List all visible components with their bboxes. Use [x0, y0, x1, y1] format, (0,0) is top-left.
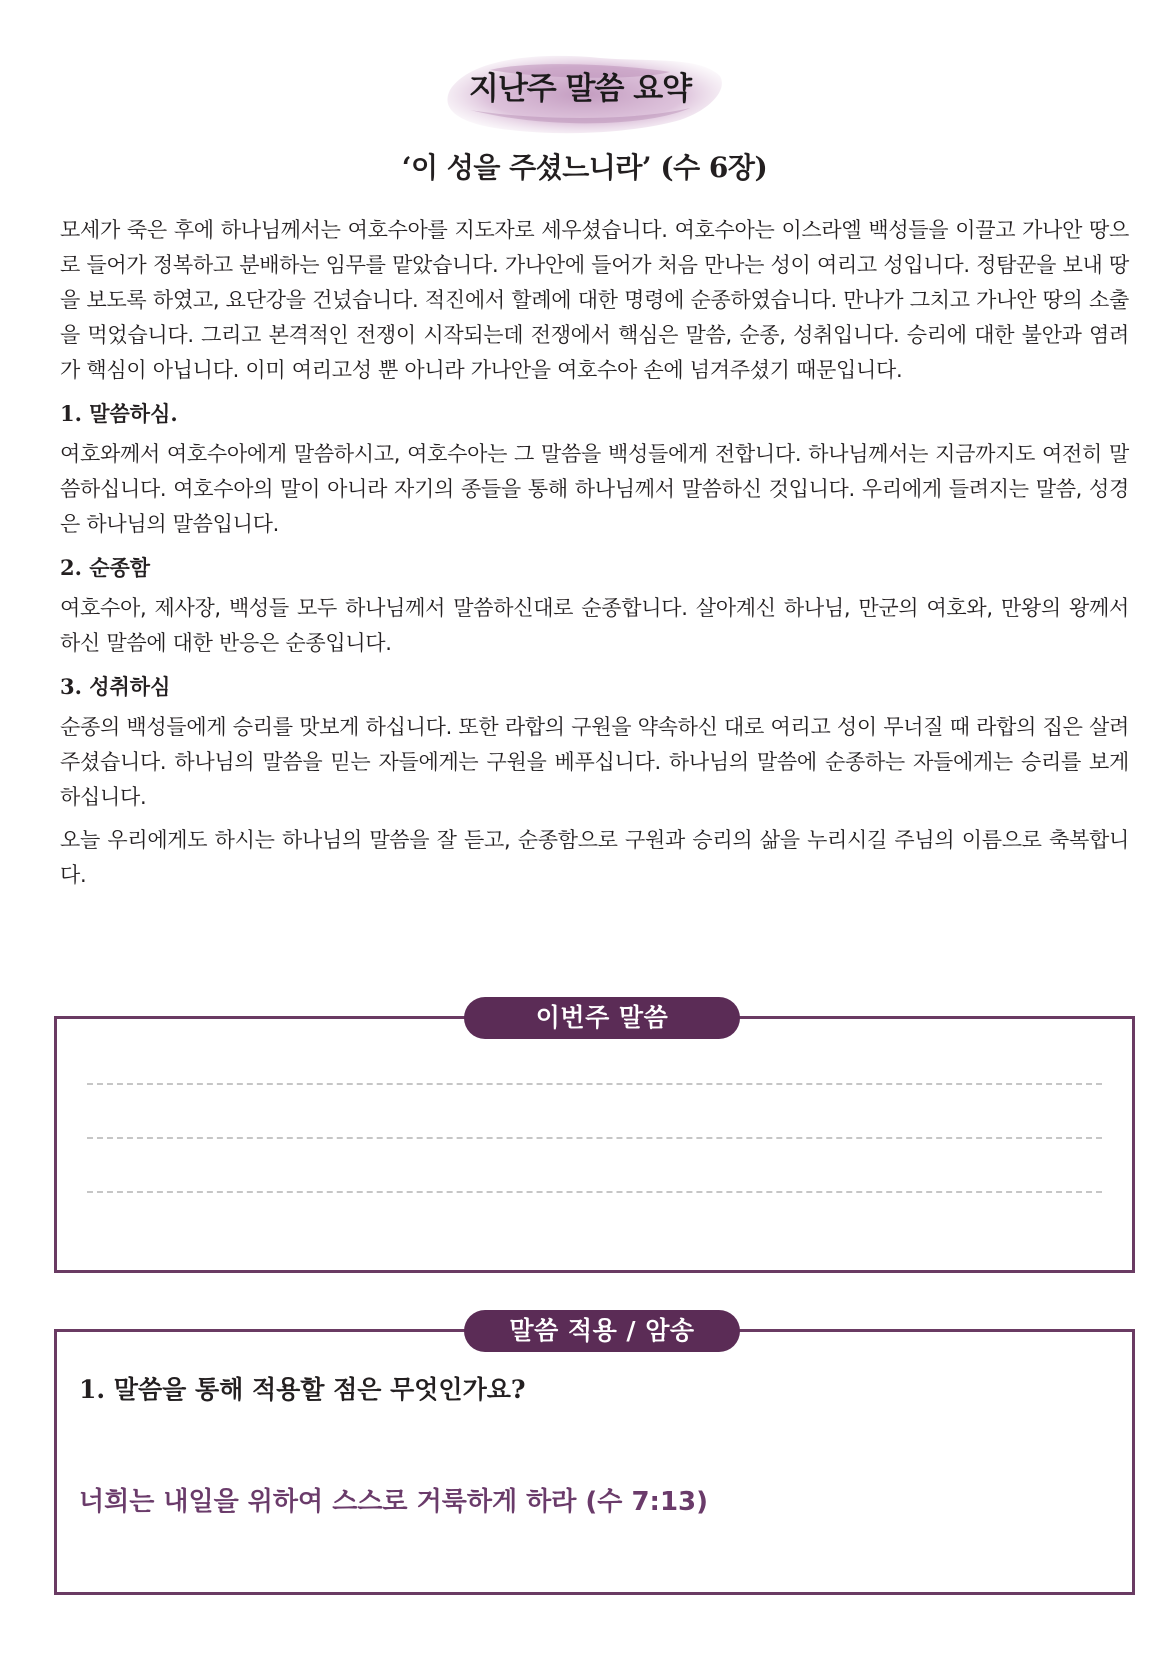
- section-body: 여호수아, 제사장, 백성들 모두 하나님께서 말씀하신대로 순종합니다. 살아계신 하나님, 만군의 여호와, 만왕의 왕께서 하신 말씀에 대한 반응은 순종입니다.: [60, 596, 1129, 655]
- intro-paragraph: 모세가 죽은 후에 하나님께서는 여호수아를 지도자로 세우셨습니다. 여호수아는 이스라엘 백성들을 이끌고 가나안 땅으로 들어가 정복하고 분배하는 임무를 맡았습니다. 가나안에 들어가 처음 만나는 성이 여리고 성입니다. 정탐꾼을 보내 땅을 보도록 하였고, 요단강을 건넜습니다. 적진에서 할례에 대한 명령에 순종하였습니다. 만나가 그치고 가나안 땅의 소출을 먹었습니다. 그리고 본격적인 전쟁이 시작되는데 전쟁에서 핵심은 말씀, 순종, 성취입니다. 승리에 대한 불안과 염려가 핵심이 아닙니다. 이미 여리고성 뿐 아니라 가나안을 여호수아 손에 넘겨주셨기 때문입니다.: [60, 218, 1129, 382]
- section-heading: 2. 순종함: [60, 555, 151, 580]
- sermon-summary: [60, 213, 1129, 901]
- logo-text: 지난주 말씀 요약: [468, 71, 692, 107]
- this-week-label: 이번주 말씀: [464, 997, 740, 1039]
- closing-paragraph: 오늘 우리에게도 하시는 하나님의 말씀을 잘 듣고, 순종함으로 구원과 승리의 삶을 누리시길 주님의 이름으로 축복합니다.: [60, 828, 1129, 887]
- section-body: 순종의 백성들에게 승리를 맛보게 하십니다. 또한 라합의 구원을 약속하신 대로 여리고 성이 무너질 때 라합의 집은 살려주셨습니다. 하나님의 말씀을 믿는 자들에게는 구원을 베푸십니다. 하나님의 말씀에 순종하는 자들에게는 승리를 보게 하십니다.: [60, 715, 1129, 809]
- application-question: 1. 말씀을 통해 적용할 점은 무엇인가요?: [79, 1375, 526, 1404]
- memory-verse: 너희는 내일을 위하여 스스로 거룩하게 하라 (수 7:13): [79, 1487, 709, 1517]
- section-logo: [430, 50, 730, 140]
- writing-line: [87, 1083, 1102, 1085]
- page-title: ‘이 성을 주셨느니라’ (수 6장): [401, 151, 768, 184]
- application-label: 말씀 적용 / 암송: [464, 1310, 740, 1352]
- writing-line: [87, 1191, 1102, 1193]
- section-heading: 1. 말씀하심.: [60, 401, 178, 426]
- application-box: [54, 1329, 1135, 1595]
- section-heading: 3. 성취하심: [60, 674, 171, 699]
- writing-line: [87, 1137, 1102, 1139]
- section-body: 여호와께서 여호수아에게 말씀하시고, 여호수아는 그 말씀을 백성들에게 전합니다. 하나님께서는 지금까지도 여전히 말씀하십니다. 여호수아의 말이 아니라 자기의 종들을 통해 하나님께서 말씀하신 것입니다. 우리에게 들려지는 말씀, 성경은 하나님의 말씀입니다.: [60, 442, 1129, 536]
- this-week-box: [54, 1016, 1135, 1273]
